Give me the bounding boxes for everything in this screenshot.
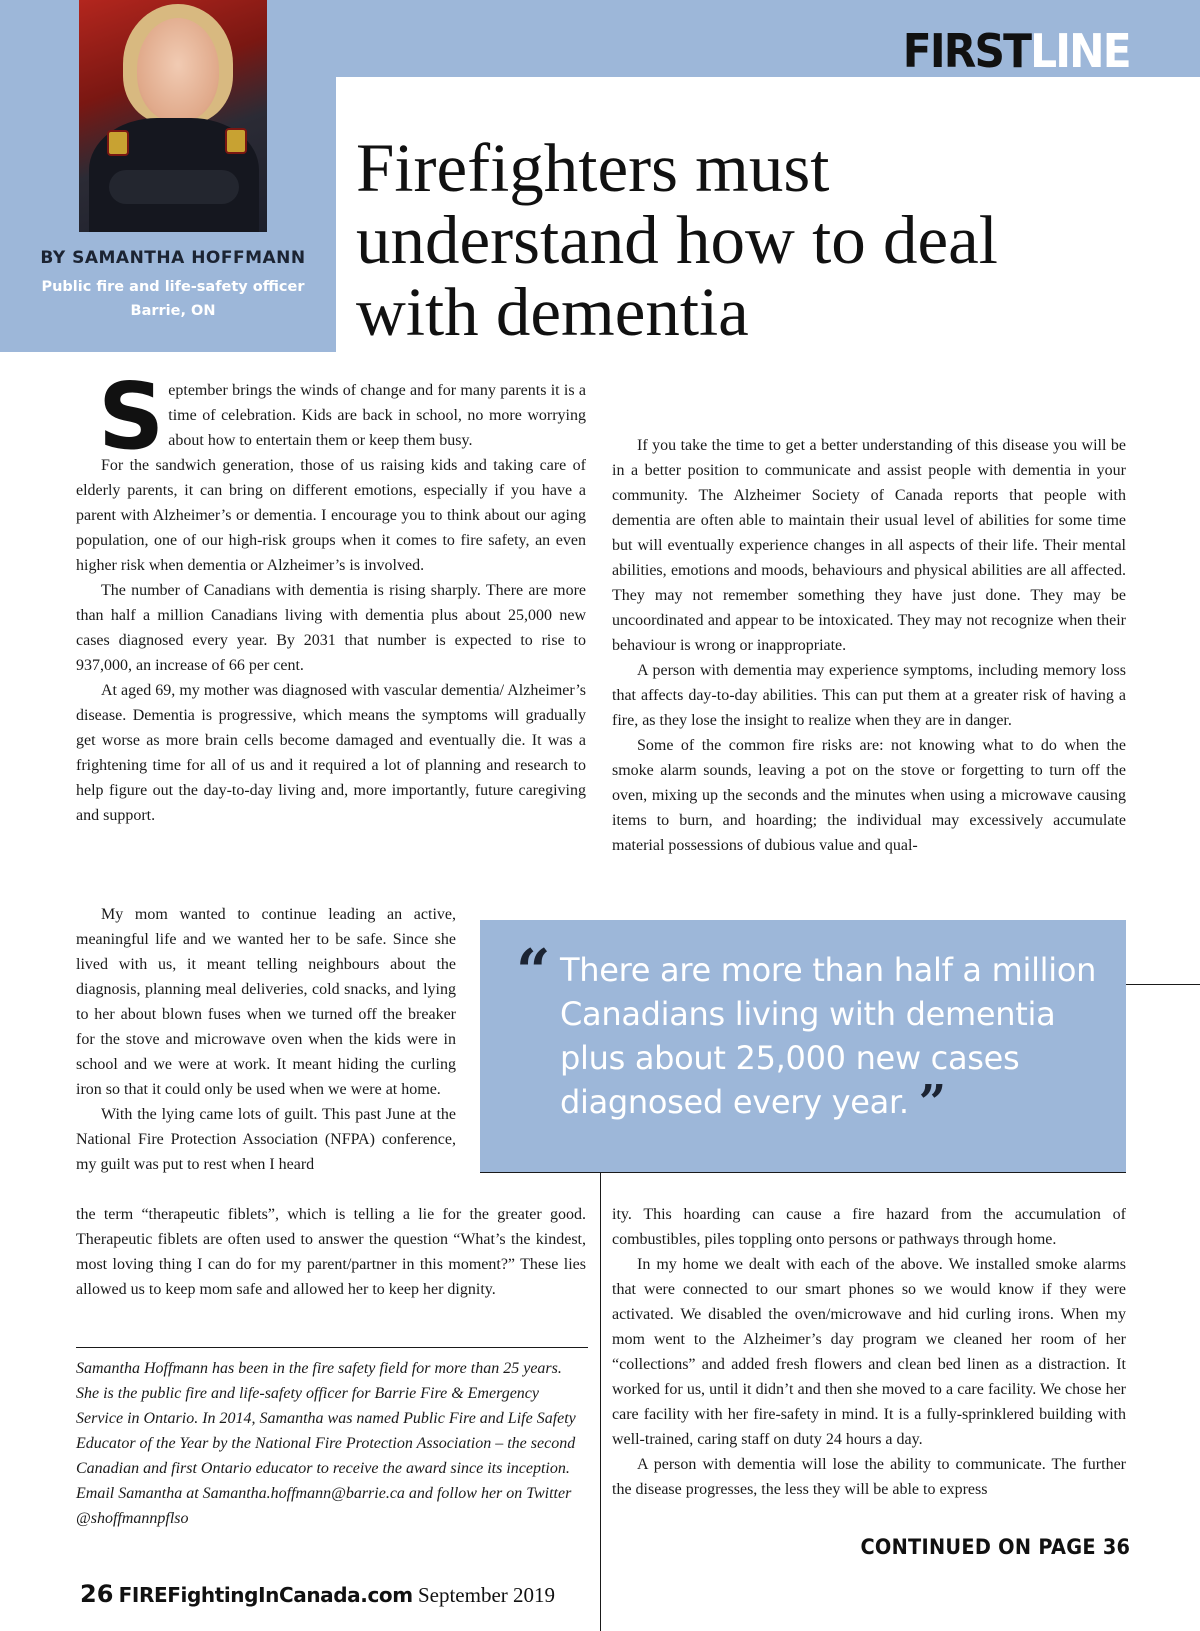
body-paragraph: In my home we dealt with each of the above. We installed smoke alarms that were connected to our smart phones so we would know if they were activated. We disabled the oven/microwave and hid curling irons. When my mom went to the Alzheimer’s day program we cleaned her room of her “collections” and added fresh flowers and clean bed linen as a distraction. It worked for us, until it didn’t and then she moved to a care facility. We chose her care facility with her fire-safety in mind. It is a fully-sprinklered building with well-trained, caring staff on duty 24 hours a day. [612, 1256, 1126, 1448]
brand-line: LINE [1030, 24, 1130, 78]
first-paragraph: September brings the winds of change and for many parents it is a time of celebration. Kids are back in school, no more worrying about how to entertain them or keep them busy. [98, 378, 586, 470]
body-paragraph: A person with dementia may experience symptoms, including memory loss that affects day-to-day abilities. This can put them at a greater risk of having a fire, as they lose the insight to realize when they are in danger. [612, 662, 1126, 729]
continued-notice: CONTINUED ON PAGE 36 [860, 1535, 1130, 1559]
page-footer [80, 1580, 555, 1608]
left-column-narrow [76, 902, 456, 1177]
body-paragraph: For the sandwich generation, those of us raising kids and taking care of elderly parents, it can bring on different emotions, especially if you have a parent with Alzheimer’s or dementia. I encourage you to think about our aging population, one of our high-risk groups when it comes to fire safety, an even higher risk when dementia or Alzheimer’s is involved. [76, 457, 586, 574]
author-location: Barrie, ON [130, 303, 216, 319]
headline: Firefighters must understand how to deal with dementia [356, 130, 998, 350]
author-photo [79, 0, 267, 232]
brand-first: FIRST [902, 24, 1031, 78]
body-paragraph: My mom wanted to continue leading an active, meaningful life and we wanted her to be safe. Since she lived with us, it meant telling neighbours about the diagnosis, planning meal deliveries, cold snacks, and lying to her about blown fuses when we turned off the breaker for the stove and microwave oven when the kids were in school and we were at work. It meant hiding the curling iron so that it could only be used when we were at home. [76, 906, 456, 1098]
site-name: FIREFightingInCanada.com [118, 1583, 413, 1607]
body-paragraph: At aged 69, my mother was diagnosed with vascular dementia/ Alzheimer’s disease. Dementia is progressive, which means the symptoms will gradually get worse as more brain cells become damaged and eventually die. It was a frightening time for all of us and it required a lot of planning and research to help figure out the day-to-day living and, more importantly, future caregiving and support. [76, 682, 586, 824]
left-column-bottom [76, 1202, 586, 1332]
body-paragraph: If you take the time to get a better understanding of this disease you will be in a better position to communicate and assist people with dementia in your community. The Alzheimer Society of Canada reports that people with dementia are often able to maintain their usual level of abilities for some time but will eventually experience changes in all aspects of their life. Their mental abilities, emotions and moods, behaviours and physical abilities are all affected. They may not remember something they have just done. They may be uncoordinated and appear to be intoxicated. They may not recognize when their behaviour is wrong or inappropriate. [612, 437, 1126, 654]
close-quote-icon: ” [918, 1075, 946, 1131]
body-paragraph: ity. This hoarding can cause a fire hazard from the accumulation of combustibles, piles toppling onto persons or pathways through home. [612, 1206, 1126, 1248]
author-bio: Samantha Hoffmann has been in the fire safety field for more than 25 years. She is the public fire and life-safety officer for Barrie Fire & Emergency Service in Ontario. In 2014, Samantha was named Public Fire and Life Safety Educator of the Year by the National Fire Protection Association – the second Canadian and first Ontario educator to receive the award since its inception. Email Samantha at Samantha.hoffmann@barrie.ca and follow her on Twitter @shoffmannpflso [76, 1360, 576, 1527]
body-paragraph: Some of the common fire risks are: not knowing what to do when the smoke alarm sounds, leaving a pot on the stove or forgetting to turn off the oven, mixing up the seconds and the minutes when using a microwave causing items to burn, and hoarding; the individual may excessively accumulate material possessions of dubious value and qual- [612, 737, 1126, 854]
pull-quote-side-rule [1126, 984, 1200, 985]
issue-date: September 2019 [417, 1583, 556, 1607]
open-quote-icon: “ [516, 937, 551, 1007]
section-brand [902, 24, 1130, 78]
page-number: 26 [80, 1580, 114, 1608]
body-paragraph: The number of Canadians with dementia is rising sharply. There are more than half a million Canadians living with dementia plus about 25,000 new cases diagnosed every year. By 2031 that number is expected to rise to 937,000, an increase of 66 per cent. [76, 582, 586, 674]
column-divider [600, 1172, 601, 1631]
author-role [0, 275, 346, 323]
pull-quote-bottom-rule [480, 1172, 1126, 1173]
body-paragraph: A person with dementia will lose the ability to communicate. The further the disease progresses, the less they will be able to express [612, 1456, 1126, 1498]
author-role-title: Public fire and life-safety officer [41, 279, 305, 295]
body-paragraph: With the lying came lots of guilt. This past June at the National Fire Protection Association (NFPA) conference, my guilt was put to rest when I heard [76, 1106, 456, 1173]
right-column-bottom [612, 1202, 1126, 1532]
left-column-top [76, 378, 586, 900]
byline: BY SAMANTHA HOFFMANN [40, 248, 306, 268]
pull-quote-text: There are more than half a million Canadians living with dementia plus about 25,000 new cases diagnosed every year. ” [560, 951, 1097, 1131]
right-column-top [612, 433, 1126, 905]
bio-rule [76, 1347, 588, 1348]
drop-cap: S [98, 378, 165, 470]
pull-quote [480, 920, 1126, 1172]
body-paragraph: the term “therapeutic fiblets”, which is telling a lie for the greater good. Therapeutic fiblets are often used to answer the question “What’s the kindest, most loving thing I can do for my parent/partner in this moment?” These lies allowed us to keep mom safe and allowed her to keep her dignity. [76, 1206, 586, 1298]
